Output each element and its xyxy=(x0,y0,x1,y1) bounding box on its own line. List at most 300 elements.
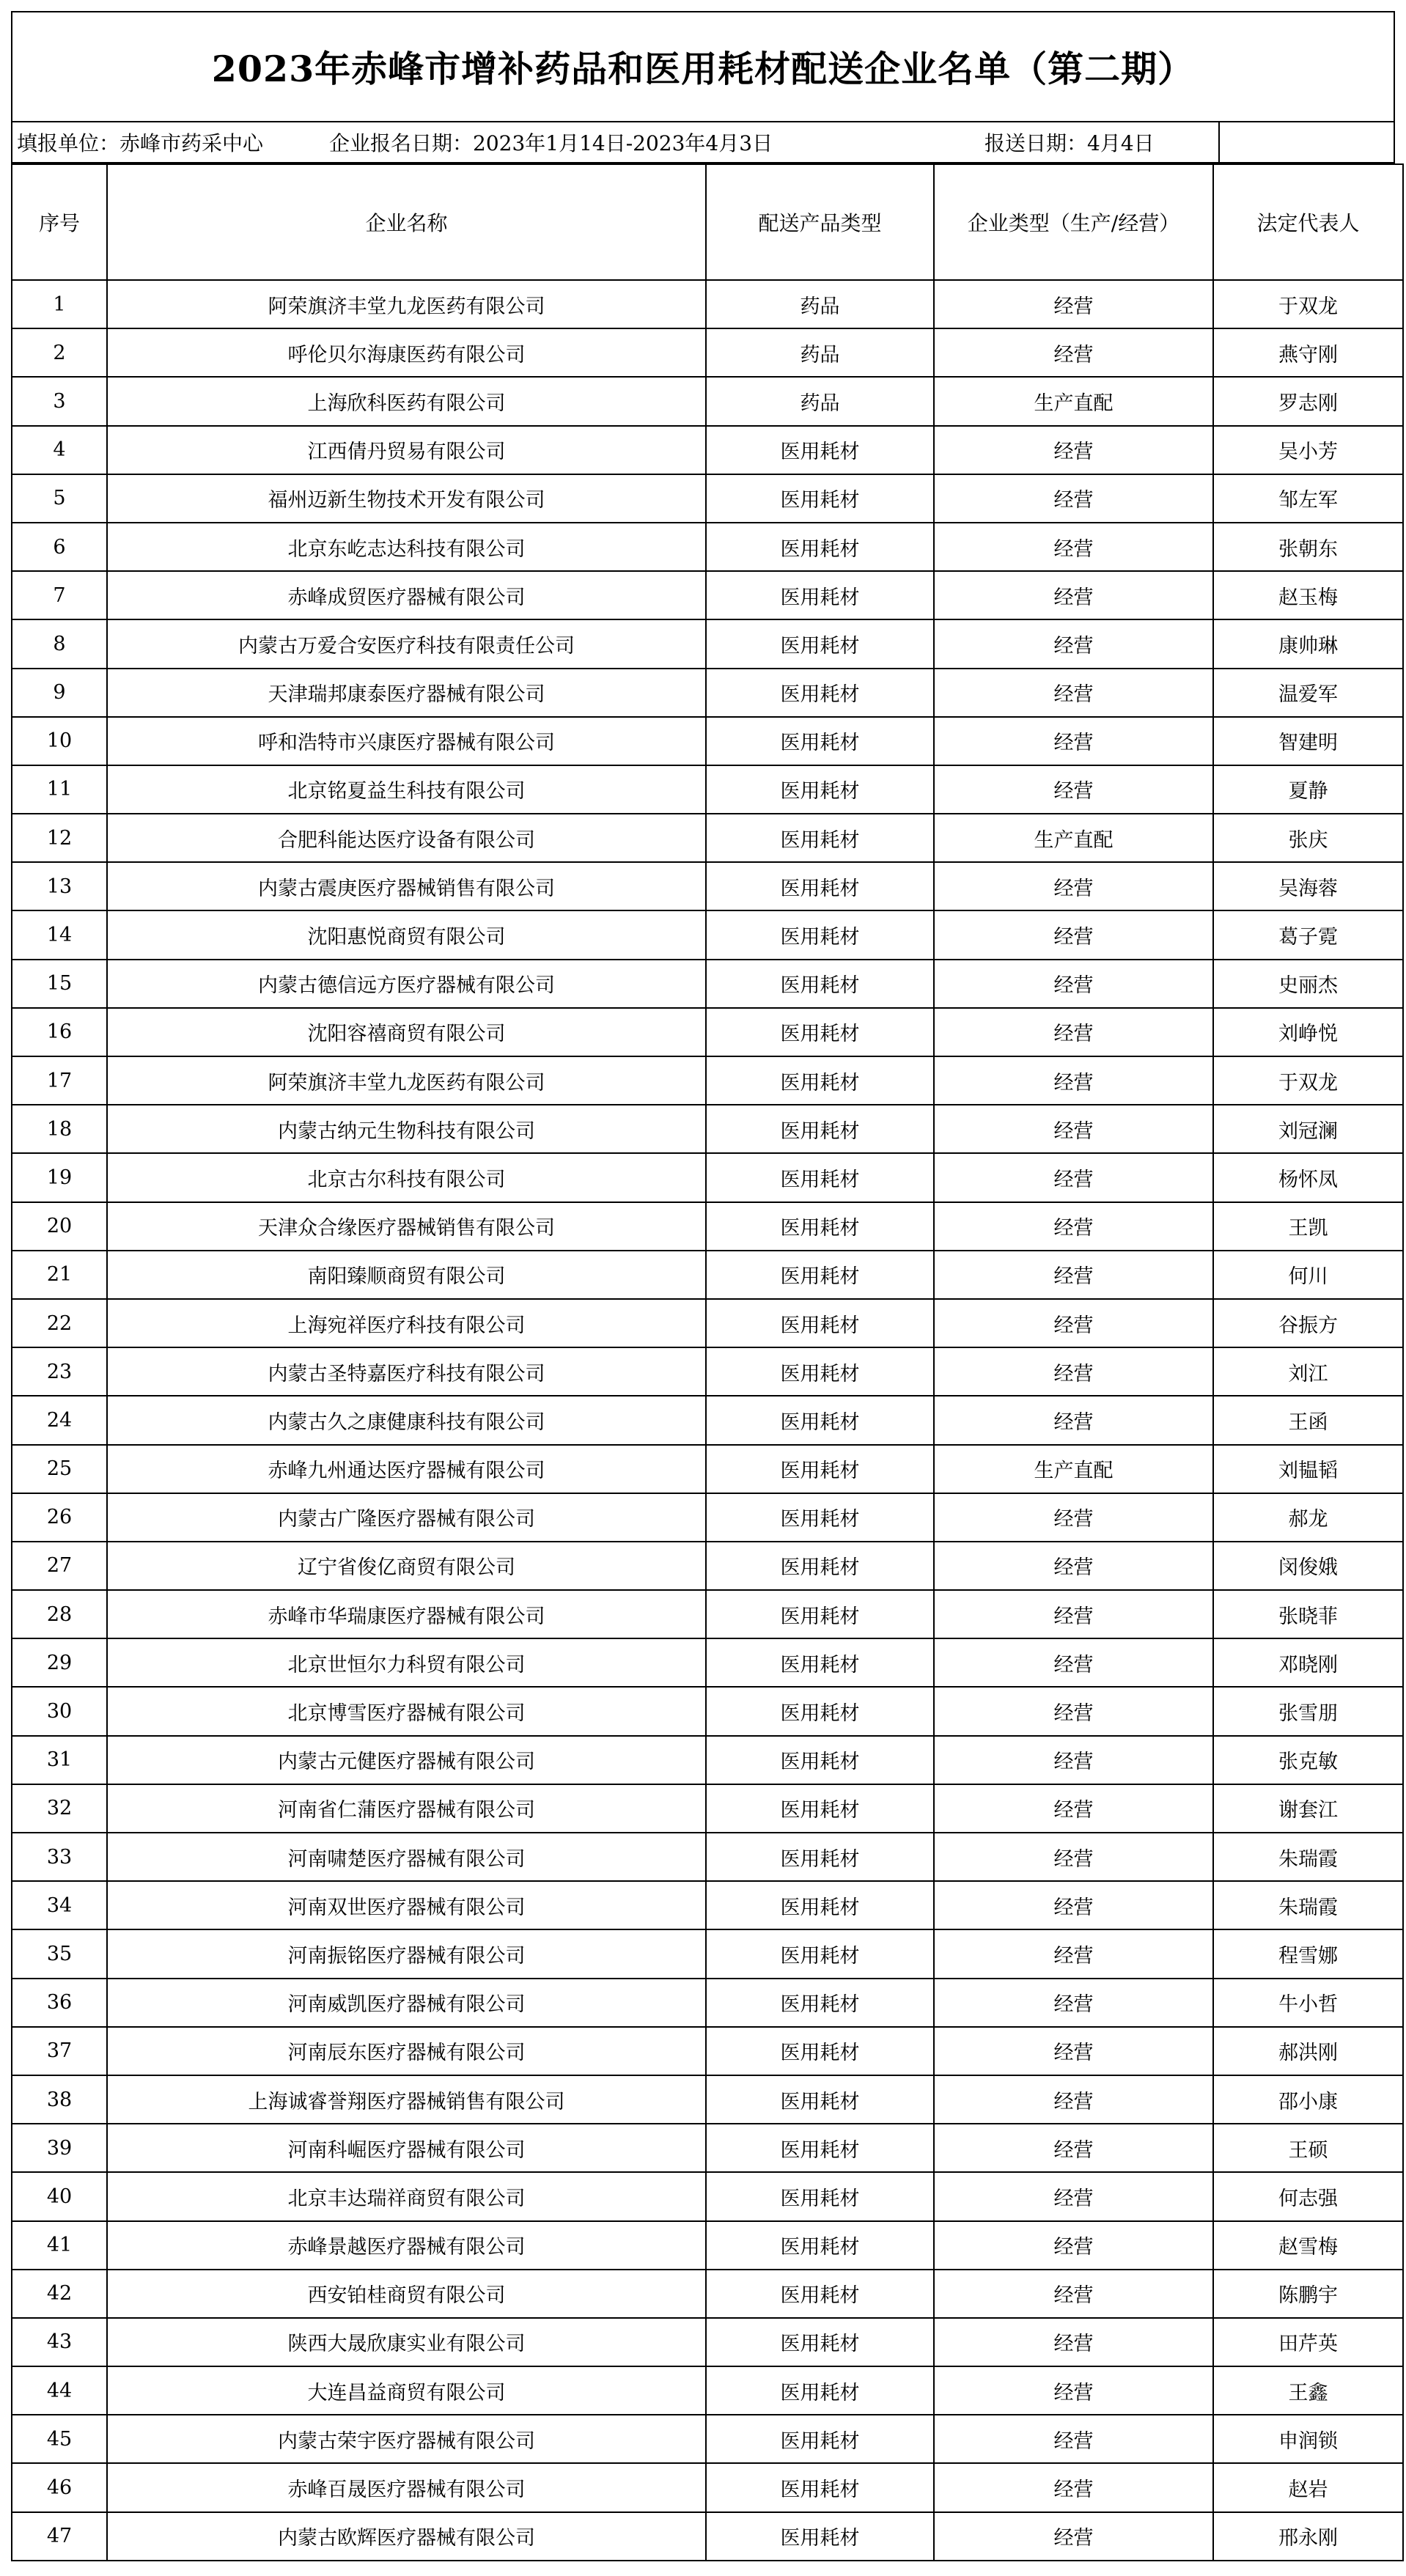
row-no: 18 xyxy=(12,1105,107,1153)
row-no: 1 xyxy=(12,280,107,328)
legal-representative: 张庆 xyxy=(1213,814,1403,862)
legal-representative: 刘冠澜 xyxy=(1213,1105,1403,1153)
row-no: 13 xyxy=(12,862,107,910)
product-type: 医用耗材 xyxy=(706,1929,934,1978)
row-no: 2 xyxy=(12,328,107,377)
table-row xyxy=(12,1445,1403,1493)
table-row xyxy=(12,328,1403,377)
company-type: 经营 xyxy=(934,571,1213,619)
row-no: 38 xyxy=(12,2075,107,2124)
product-type: 医用耗材 xyxy=(706,765,934,814)
company-name: 北京博雪医疗器械有限公司 xyxy=(107,1687,706,1735)
company-name: 天津众合缘医疗器械销售有限公司 xyxy=(107,1202,706,1251)
table-row xyxy=(12,2172,1403,2220)
company-name: 福州迈新生物技术开发有限公司 xyxy=(107,474,706,523)
company-type: 经营 xyxy=(934,2172,1213,2220)
table-row xyxy=(12,1687,1403,1735)
company-type: 经营 xyxy=(934,619,1213,668)
row-no: 44 xyxy=(12,2366,107,2415)
product-type: 医用耗材 xyxy=(706,717,934,765)
company-name: 辽宁省俊亿商贸有限公司 xyxy=(107,1542,706,1590)
company-type: 经营 xyxy=(934,2366,1213,2415)
table-row xyxy=(12,2075,1403,2124)
company-name: 内蒙古久之康健康科技有限公司 xyxy=(107,1396,706,1444)
legal-representative: 康帅琳 xyxy=(1213,619,1403,668)
legal-representative: 杨怀凤 xyxy=(1213,1153,1403,1201)
submit-date: 报送日期：4月4日 xyxy=(984,131,1155,155)
company-type: 经营 xyxy=(934,717,1213,765)
row-no: 11 xyxy=(12,765,107,814)
company-type: 经营 xyxy=(934,2512,1213,2561)
company-type: 经营 xyxy=(934,1881,1213,1929)
table-body xyxy=(12,280,1403,2561)
legal-representative: 谷振方 xyxy=(1213,1299,1403,1347)
header-no: 序号 xyxy=(12,164,107,280)
row-no: 32 xyxy=(12,1784,107,1833)
product-type: 医用耗材 xyxy=(706,1105,934,1153)
table-row xyxy=(12,523,1403,571)
header-product-type: 配送产品类型 xyxy=(706,164,934,280)
legal-representative: 吴海蓉 xyxy=(1213,862,1403,910)
legal-representative: 赵岩 xyxy=(1213,2463,1403,2511)
product-type: 医用耗材 xyxy=(706,2270,934,2318)
product-type: 医用耗材 xyxy=(706,2124,934,2172)
company-name: 河南科崛医疗器械有限公司 xyxy=(107,2124,706,2172)
legal-representative: 刘江 xyxy=(1213,1347,1403,1396)
title-row xyxy=(11,11,1395,122)
product-type: 药品 xyxy=(706,328,934,377)
legal-representative: 王凯 xyxy=(1213,1202,1403,1251)
product-type: 医用耗材 xyxy=(706,1153,934,1201)
row-no: 46 xyxy=(12,2463,107,2511)
reporting-unit: 填报单位：赤峰市药采中心 xyxy=(17,131,264,155)
company-type: 经营 xyxy=(934,2027,1213,2075)
company-type: 经营 xyxy=(934,2270,1213,2318)
company-type: 经营 xyxy=(934,280,1213,328)
company-name: 北京东屹志达科技有限公司 xyxy=(107,523,706,571)
company-name: 合肥科能达医疗设备有限公司 xyxy=(107,814,706,862)
product-type: 医用耗材 xyxy=(706,2027,934,2075)
row-no: 15 xyxy=(12,960,107,1008)
product-type: 医用耗材 xyxy=(706,2366,934,2415)
product-type: 医用耗材 xyxy=(706,1493,934,1542)
product-type: 医用耗材 xyxy=(706,2512,934,2561)
table-row xyxy=(12,1979,1403,2027)
row-no: 14 xyxy=(12,910,107,959)
legal-representative: 张晓菲 xyxy=(1213,1590,1403,1638)
legal-representative: 于双龙 xyxy=(1213,280,1403,328)
company-type: 经营 xyxy=(934,960,1213,1008)
company-type: 经营 xyxy=(934,2415,1213,2463)
row-no: 10 xyxy=(12,717,107,765)
company-name: 北京丰达瑞祥商贸有限公司 xyxy=(107,2172,706,2220)
product-type: 医用耗材 xyxy=(706,1299,934,1347)
row-no: 24 xyxy=(12,1396,107,1444)
legal-representative: 赵雪梅 xyxy=(1213,2221,1403,2270)
page-title: 2023年赤峰市增补药品和医用耗材配送企业名单（第二期） xyxy=(211,48,1195,90)
product-type: 医用耗材 xyxy=(706,1638,934,1687)
legal-representative: 朱瑞霞 xyxy=(1213,1833,1403,1881)
table-row xyxy=(12,1833,1403,1881)
row-no: 21 xyxy=(12,1251,107,1299)
company-type: 经营 xyxy=(934,2075,1213,2124)
meta-row xyxy=(11,122,1395,163)
table-row xyxy=(12,1105,1403,1153)
table-row xyxy=(12,960,1403,1008)
table-row xyxy=(12,1929,1403,1978)
company-type: 经营 xyxy=(934,1929,1213,1978)
table-row xyxy=(12,862,1403,910)
company-type: 经营 xyxy=(934,765,1213,814)
product-type: 医用耗材 xyxy=(706,910,934,959)
table-row xyxy=(12,2221,1403,2270)
company-name: 河南啸楚医疗器械有限公司 xyxy=(107,1833,706,1881)
company-name: 呼和浩特市兴康医疗器械有限公司 xyxy=(107,717,706,765)
table-row xyxy=(12,2318,1403,2366)
legal-representative: 于双龙 xyxy=(1213,1056,1403,1105)
company-type: 经营 xyxy=(934,426,1213,474)
table-row xyxy=(12,2463,1403,2511)
table-row xyxy=(12,1251,1403,1299)
row-no: 4 xyxy=(12,426,107,474)
company-name: 北京世恒尔力科贸有限公司 xyxy=(107,1638,706,1687)
company-type: 经营 xyxy=(934,1056,1213,1105)
row-no: 27 xyxy=(12,1542,107,1590)
company-type: 经营 xyxy=(934,474,1213,523)
product-type: 医用耗材 xyxy=(706,571,934,619)
row-no: 29 xyxy=(12,1638,107,1687)
legal-representative: 赵玉梅 xyxy=(1213,571,1403,619)
company-type: 经营 xyxy=(934,1153,1213,1201)
table-row xyxy=(12,2512,1403,2561)
table-row xyxy=(12,426,1403,474)
company-type: 经营 xyxy=(934,862,1213,910)
product-type: 医用耗材 xyxy=(706,523,934,571)
table-row xyxy=(12,1542,1403,1590)
company-name: 河南振铭医疗器械有限公司 xyxy=(107,1929,706,1978)
company-type: 经营 xyxy=(934,1590,1213,1638)
table-row xyxy=(12,2366,1403,2415)
company-name: 北京古尔科技有限公司 xyxy=(107,1153,706,1201)
legal-representative: 牛小哲 xyxy=(1213,1979,1403,2027)
company-type: 经营 xyxy=(934,1202,1213,1251)
table-row xyxy=(12,814,1403,862)
row-no: 6 xyxy=(12,523,107,571)
company-type: 经营 xyxy=(934,523,1213,571)
product-type: 医用耗材 xyxy=(706,474,934,523)
company-table xyxy=(11,163,1404,2561)
company-name: 内蒙古欧辉医疗器械有限公司 xyxy=(107,2512,706,2561)
company-type: 生产直配 xyxy=(934,814,1213,862)
row-no: 43 xyxy=(12,2318,107,2366)
table-row xyxy=(12,571,1403,619)
table-row xyxy=(12,1736,1403,1784)
table-row xyxy=(12,669,1403,717)
company-name: 陕西大晟欣康实业有限公司 xyxy=(107,2318,706,2366)
table-row xyxy=(12,1590,1403,1638)
product-type: 医用耗材 xyxy=(706,2075,934,2124)
distribution-company-list-sheet xyxy=(11,11,1395,2561)
product-type: 医用耗材 xyxy=(706,619,934,668)
company-name: 沈阳惠悦商贸有限公司 xyxy=(107,910,706,959)
product-type: 医用耗材 xyxy=(706,1202,934,1251)
company-name: 上海宛祥医疗科技有限公司 xyxy=(107,1299,706,1347)
row-no: 7 xyxy=(12,571,107,619)
table-row xyxy=(12,910,1403,959)
company-name: 赤峰九州通达医疗器械有限公司 xyxy=(107,1445,706,1493)
legal-representative: 葛子霓 xyxy=(1213,910,1403,959)
row-no: 42 xyxy=(12,2270,107,2318)
product-type: 医用耗材 xyxy=(706,862,934,910)
company-name: 内蒙古荣宇医疗器械有限公司 xyxy=(107,2415,706,2463)
table-row xyxy=(12,2270,1403,2318)
legal-representative: 罗志刚 xyxy=(1213,377,1403,425)
legal-representative: 申润锁 xyxy=(1213,2415,1403,2463)
row-no: 45 xyxy=(12,2415,107,2463)
company-type: 经营 xyxy=(934,1493,1213,1542)
row-no: 9 xyxy=(12,669,107,717)
legal-representative: 王鑫 xyxy=(1213,2366,1403,2415)
company-name: 赤峰景越医疗器械有限公司 xyxy=(107,2221,706,2270)
legal-representative: 朱瑞霞 xyxy=(1213,1881,1403,1929)
row-no: 37 xyxy=(12,2027,107,2075)
legal-representative: 何志强 xyxy=(1213,2172,1403,2220)
company-name: 阿荣旗济丰堂九龙医药有限公司 xyxy=(107,280,706,328)
product-type: 医用耗材 xyxy=(706,669,934,717)
company-type: 经营 xyxy=(934,1784,1213,1833)
company-type: 经营 xyxy=(934,2124,1213,2172)
row-no: 40 xyxy=(12,2172,107,2220)
row-no: 3 xyxy=(12,377,107,425)
legal-representative: 张雪朋 xyxy=(1213,1687,1403,1735)
company-name: 赤峰市华瑞康医疗器械有限公司 xyxy=(107,1590,706,1638)
product-type: 医用耗材 xyxy=(706,1784,934,1833)
company-type: 经营 xyxy=(934,2463,1213,2511)
company-name: 天津瑞邦康泰医疗器械有限公司 xyxy=(107,669,706,717)
meta-empty-cell xyxy=(1220,122,1394,162)
company-type: 经营 xyxy=(934,328,1213,377)
legal-representative: 刘韫韬 xyxy=(1213,1445,1403,1493)
company-name: 西安铂桂商贸有限公司 xyxy=(107,2270,706,2318)
table-row xyxy=(12,1881,1403,1929)
row-no: 17 xyxy=(12,1056,107,1105)
company-name: 沈阳容禧商贸有限公司 xyxy=(107,1008,706,1056)
row-no: 34 xyxy=(12,1881,107,1929)
row-no: 20 xyxy=(12,1202,107,1251)
application-date-range: 企业报名日期：2023年1月14日-2023年4月3日 xyxy=(329,131,773,155)
company-type: 经营 xyxy=(934,1736,1213,1784)
table-row xyxy=(12,1784,1403,1833)
header-legal-representative: 法定代表人 xyxy=(1213,164,1403,280)
table-row xyxy=(12,765,1403,814)
company-name: 南阳臻顺商贸有限公司 xyxy=(107,1251,706,1299)
legal-representative: 邢永刚 xyxy=(1213,2512,1403,2561)
product-type: 医用耗材 xyxy=(706,1251,934,1299)
product-type: 医用耗材 xyxy=(706,1445,934,1493)
product-type: 医用耗材 xyxy=(706,1396,934,1444)
product-type: 药品 xyxy=(706,377,934,425)
product-type: 医用耗材 xyxy=(706,2463,934,2511)
company-name: 河南双世医疗器械有限公司 xyxy=(107,1881,706,1929)
legal-representative: 智建明 xyxy=(1213,717,1403,765)
row-no: 39 xyxy=(12,2124,107,2172)
company-type: 经营 xyxy=(934,1105,1213,1153)
product-type: 医用耗材 xyxy=(706,2318,934,2366)
company-name: 赤峰成贸医疗器械有限公司 xyxy=(107,571,706,619)
product-type: 医用耗材 xyxy=(706,426,934,474)
row-no: 31 xyxy=(12,1736,107,1784)
company-type: 经营 xyxy=(934,1299,1213,1347)
product-type: 医用耗材 xyxy=(706,1736,934,1784)
legal-representative: 吴小芳 xyxy=(1213,426,1403,474)
company-type: 经营 xyxy=(934,2221,1213,2270)
product-type: 医用耗材 xyxy=(706,1008,934,1056)
table-row xyxy=(12,474,1403,523)
company-name: 内蒙古广隆医疗器械有限公司 xyxy=(107,1493,706,1542)
legal-representative: 刘峥悦 xyxy=(1213,1008,1403,1056)
company-name: 河南省仁蒲医疗器械有限公司 xyxy=(107,1784,706,1833)
table-row xyxy=(12,2124,1403,2172)
row-no: 30 xyxy=(12,1687,107,1735)
legal-representative: 田芹英 xyxy=(1213,2318,1403,2366)
legal-representative: 邓晓刚 xyxy=(1213,1638,1403,1687)
company-type: 经营 xyxy=(934,1638,1213,1687)
product-type: 医用耗材 xyxy=(706,814,934,862)
table-row xyxy=(12,1153,1403,1201)
row-no: 19 xyxy=(12,1153,107,1201)
company-type: 经营 xyxy=(934,1979,1213,2027)
product-type: 医用耗材 xyxy=(706,1979,934,2027)
row-no: 5 xyxy=(12,474,107,523)
row-no: 23 xyxy=(12,1347,107,1396)
company-name: 大连昌益商贸有限公司 xyxy=(107,2366,706,2415)
product-type: 医用耗材 xyxy=(706,2172,934,2220)
product-type: 医用耗材 xyxy=(706,1542,934,1590)
company-name: 上海欣科医药有限公司 xyxy=(107,377,706,425)
company-type: 经营 xyxy=(934,1687,1213,1735)
legal-representative: 邵小康 xyxy=(1213,2075,1403,2124)
table-row xyxy=(12,619,1403,668)
row-no: 25 xyxy=(12,1445,107,1493)
company-type: 经营 xyxy=(934,1251,1213,1299)
company-name: 北京铭夏益生科技有限公司 xyxy=(107,765,706,814)
legal-representative: 张克敏 xyxy=(1213,1736,1403,1784)
product-type: 药品 xyxy=(706,280,934,328)
company-name: 阿荣旗济丰堂九龙医药有限公司 xyxy=(107,1056,706,1105)
header-company-name: 企业名称 xyxy=(107,164,706,280)
table-row xyxy=(12,1493,1403,1542)
table-row xyxy=(12,1347,1403,1396)
legal-representative: 燕守刚 xyxy=(1213,328,1403,377)
company-name: 河南辰东医疗器械有限公司 xyxy=(107,2027,706,2075)
legal-representative: 陈鹏宇 xyxy=(1213,2270,1403,2318)
legal-representative: 何川 xyxy=(1213,1251,1403,1299)
company-type: 经营 xyxy=(934,669,1213,717)
row-no: 28 xyxy=(12,1590,107,1638)
legal-representative: 郝洪刚 xyxy=(1213,2027,1403,2075)
company-name: 内蒙古震庚医疗器械销售有限公司 xyxy=(107,862,706,910)
meta-unit-and-apply-date xyxy=(12,122,938,162)
header-company-type: 企业类型（生产/经营） xyxy=(934,164,1213,280)
legal-representative: 程雪娜 xyxy=(1213,1929,1403,1978)
product-type: 医用耗材 xyxy=(706,1056,934,1105)
company-type: 生产直配 xyxy=(934,1445,1213,1493)
table-row xyxy=(12,1056,1403,1105)
table-row xyxy=(12,2027,1403,2075)
company-name: 内蒙古圣特嘉医疗科技有限公司 xyxy=(107,1347,706,1396)
legal-representative: 王硕 xyxy=(1213,2124,1403,2172)
table-row xyxy=(12,377,1403,425)
row-no: 26 xyxy=(12,1493,107,1542)
product-type: 医用耗材 xyxy=(706,1833,934,1881)
row-no: 8 xyxy=(12,619,107,668)
company-type: 经营 xyxy=(934,2318,1213,2366)
product-type: 医用耗材 xyxy=(706,1347,934,1396)
company-name: 内蒙古万爱合安医疗科技有限责任公司 xyxy=(107,619,706,668)
legal-representative: 邹左军 xyxy=(1213,474,1403,523)
row-no: 35 xyxy=(12,1929,107,1978)
row-no: 33 xyxy=(12,1833,107,1881)
row-no: 36 xyxy=(12,1979,107,2027)
company-name: 内蒙古德信远方医疗器械有限公司 xyxy=(107,960,706,1008)
company-name: 呼伦贝尔海康医药有限公司 xyxy=(107,328,706,377)
company-type: 经营 xyxy=(934,1833,1213,1881)
row-no: 41 xyxy=(12,2221,107,2270)
legal-representative: 郝龙 xyxy=(1213,1493,1403,1542)
company-type: 经营 xyxy=(934,910,1213,959)
company-type: 生产直配 xyxy=(934,377,1213,425)
company-name: 上海诚睿誉翔医疗器械销售有限公司 xyxy=(107,2075,706,2124)
legal-representative: 闵俊娥 xyxy=(1213,1542,1403,1590)
legal-representative: 张朝东 xyxy=(1213,523,1403,571)
company-name: 河南威凯医疗器械有限公司 xyxy=(107,1979,706,2027)
table-row xyxy=(12,2415,1403,2463)
company-type: 经营 xyxy=(934,1008,1213,1056)
meta-submit-date-cell xyxy=(938,122,1220,162)
legal-representative: 温爱军 xyxy=(1213,669,1403,717)
company-type: 经营 xyxy=(934,1396,1213,1444)
legal-representative: 夏静 xyxy=(1213,765,1403,814)
row-no: 16 xyxy=(12,1008,107,1056)
table-row xyxy=(12,1202,1403,1251)
table-row xyxy=(12,1638,1403,1687)
product-type: 医用耗材 xyxy=(706,1590,934,1638)
legal-representative: 王函 xyxy=(1213,1396,1403,1444)
legal-representative: 史丽杰 xyxy=(1213,960,1403,1008)
row-no: 22 xyxy=(12,1299,107,1347)
company-name: 赤峰百晟医疗器械有限公司 xyxy=(107,2463,706,2511)
table-header-row xyxy=(12,164,1403,280)
company-name: 江西倩丹贸易有限公司 xyxy=(107,426,706,474)
table-row xyxy=(12,717,1403,765)
product-type: 医用耗材 xyxy=(706,960,934,1008)
row-no: 12 xyxy=(12,814,107,862)
table-row xyxy=(12,1299,1403,1347)
product-type: 医用耗材 xyxy=(706,2221,934,2270)
table-row xyxy=(12,280,1403,328)
table-row xyxy=(12,1396,1403,1444)
row-no: 47 xyxy=(12,2512,107,2561)
company-name: 内蒙古元健医疗器械有限公司 xyxy=(107,1736,706,1784)
product-type: 医用耗材 xyxy=(706,2415,934,2463)
legal-representative: 谢套江 xyxy=(1213,1784,1403,1833)
product-type: 医用耗材 xyxy=(706,1687,934,1735)
company-type: 经营 xyxy=(934,1347,1213,1396)
table-row xyxy=(12,1008,1403,1056)
company-type: 经营 xyxy=(934,1542,1213,1590)
product-type: 医用耗材 xyxy=(706,1881,934,1929)
company-name: 内蒙古纳元生物科技有限公司 xyxy=(107,1105,706,1153)
